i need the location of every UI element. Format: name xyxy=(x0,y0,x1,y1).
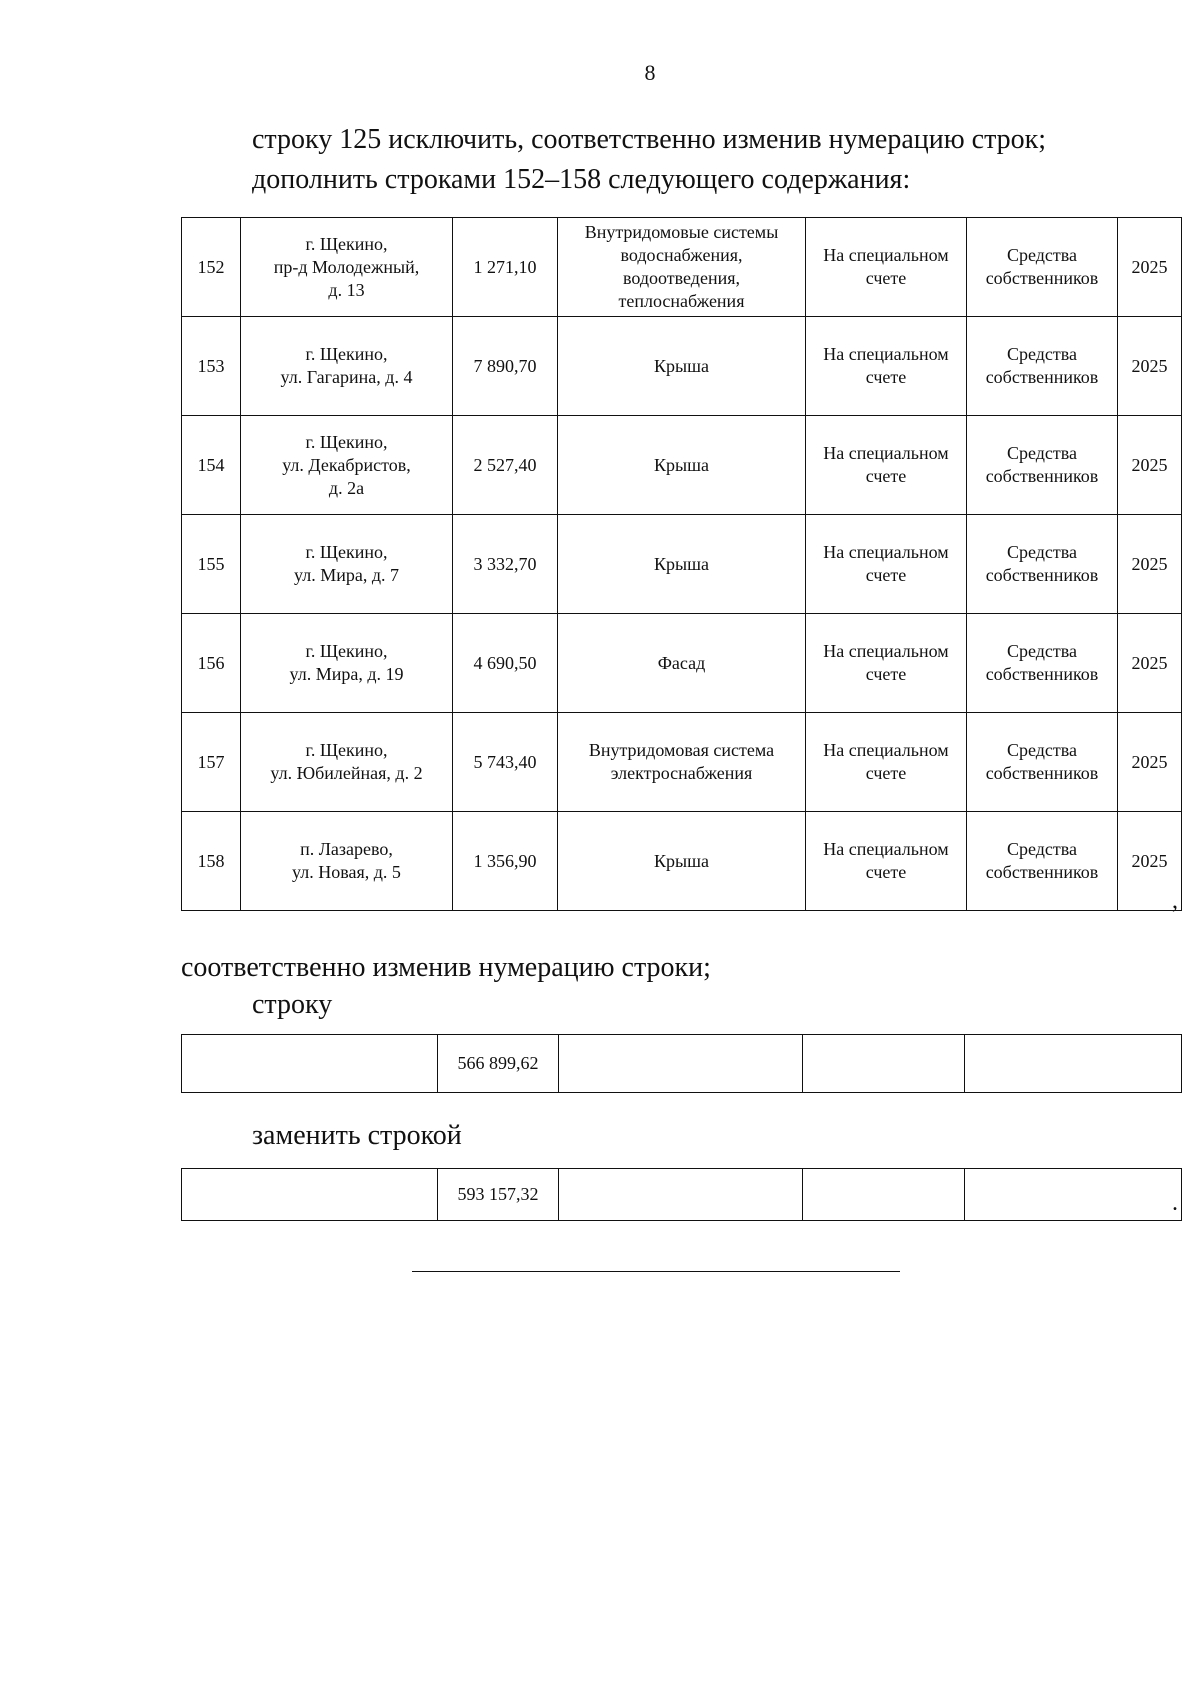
new-total-row xyxy=(182,1169,1182,1221)
account-cell xyxy=(806,416,967,515)
additions-table xyxy=(181,217,1182,911)
row-number-cell: 155 xyxy=(182,515,241,614)
work-type-cell xyxy=(558,515,806,614)
funding-cell xyxy=(967,812,1118,911)
year-cell: 2025 xyxy=(1118,713,1182,812)
old-total-row xyxy=(182,1035,1182,1093)
funding-line: собственников xyxy=(985,268,1099,288)
account-line: счете xyxy=(865,466,907,486)
year-cell: 2025 xyxy=(1118,812,1182,911)
stroku-text: строку xyxy=(252,989,333,1020)
funding-line: собственников xyxy=(985,367,1099,387)
work-type-cell xyxy=(558,812,806,911)
funding-line: Средства xyxy=(1006,839,1078,859)
funding-line: собственников xyxy=(985,862,1099,882)
funding-line: собственников xyxy=(985,565,1099,585)
address-cell xyxy=(241,515,453,614)
replace-text: заменить строкой xyxy=(252,1120,462,1151)
address-line: ул. Новая, д. 5 xyxy=(292,862,401,882)
old-total-value: 566 899,62 xyxy=(438,1035,559,1093)
account-cell xyxy=(806,614,967,713)
page-number: 8 xyxy=(644,60,656,85)
account-line: На специальном xyxy=(823,542,949,562)
old-total-empty-cell xyxy=(182,1035,438,1093)
old-total-empty-cell xyxy=(803,1035,965,1093)
address-cell xyxy=(241,713,453,812)
final-punctuation: . xyxy=(1172,1190,1178,1216)
additions-table-body xyxy=(182,218,1182,911)
year-cell: 2025 xyxy=(1118,317,1182,416)
funding-line: собственников xyxy=(985,466,1099,486)
address-line: г. Щекино, xyxy=(305,233,388,254)
work-type-line: Внутридомовая система xyxy=(588,740,775,760)
work-type-cell xyxy=(558,218,806,317)
area-cell: 1 356,90 xyxy=(453,812,558,911)
funding-line: Средства xyxy=(1006,542,1078,562)
funding-line: собственников xyxy=(985,763,1099,783)
address-line: ул. Мира, д. 19 xyxy=(289,664,404,684)
table-end-punctuation: , xyxy=(1172,888,1178,914)
funding-line: Средства xyxy=(1006,740,1078,760)
address-line: г. Щекино, xyxy=(305,344,388,364)
account-line: На специальном xyxy=(823,443,949,463)
funding-cell xyxy=(967,218,1118,317)
old-total-empty-cell xyxy=(559,1035,803,1093)
new-total-empty-cell xyxy=(559,1169,803,1221)
row-number-cell: 153 xyxy=(182,317,241,416)
funding-cell xyxy=(967,515,1118,614)
year-cell: 2025 xyxy=(1118,416,1182,515)
intro-line-1: строку 125 исключить, соответственно изменив нумерацию строк; xyxy=(252,124,1047,155)
year-cell: 2025 xyxy=(1118,614,1182,713)
account-cell xyxy=(806,317,967,416)
address-cell xyxy=(241,416,453,515)
table-row xyxy=(182,317,1182,416)
funding-line: Средства xyxy=(1006,245,1078,265)
row-number-cell: 158 xyxy=(182,812,241,911)
work-type-line: Крыша xyxy=(654,850,709,871)
funding-cell xyxy=(967,614,1118,713)
account-cell xyxy=(806,515,967,614)
address-line: ул. Юбилейная, д. 2 xyxy=(270,763,423,783)
intro-text xyxy=(252,120,1046,200)
address-line: д. 2а xyxy=(328,477,365,498)
year-cell: 2025 xyxy=(1118,218,1182,317)
account-line: На специальном xyxy=(823,245,949,265)
address-line: ул. Мира, д. 7 xyxy=(294,565,399,585)
area-cell: 1 271,10 xyxy=(453,218,558,317)
work-type-line: Внутридомовые системы xyxy=(584,222,779,242)
funding-cell xyxy=(967,713,1118,812)
address-cell xyxy=(241,812,453,911)
table-row xyxy=(182,218,1182,317)
work-type-line: водоотведения, xyxy=(623,268,740,288)
account-line: счете xyxy=(865,565,907,585)
address-line: пр-д Молодежный, xyxy=(273,256,420,277)
work-type-line: теплоснабжения xyxy=(618,291,745,311)
row-number-cell: 157 xyxy=(182,713,241,812)
account-line: счете xyxy=(865,367,907,387)
row-number-cell: 152 xyxy=(182,218,241,317)
address-line: д. 13 xyxy=(328,279,365,300)
account-line: счете xyxy=(865,763,907,783)
address-line: г. Щекино, xyxy=(305,740,388,760)
account-line: счете xyxy=(865,664,907,684)
address-line: г. Щекино, xyxy=(305,431,388,452)
year-cell: 2025 xyxy=(1118,515,1182,614)
area-cell: 2 527,40 xyxy=(453,416,558,515)
work-type-cell xyxy=(558,317,806,416)
address-cell xyxy=(241,218,453,317)
table-row xyxy=(182,812,1182,911)
account-cell xyxy=(806,713,967,812)
work-type-line: Крыша xyxy=(654,553,709,574)
new-total-empty-cell xyxy=(803,1169,965,1221)
address-cell xyxy=(241,317,453,416)
account-line: На специальном xyxy=(823,344,949,364)
address-line: г. Щекино, xyxy=(305,641,388,661)
funding-line: Средства xyxy=(1006,443,1078,463)
table-row xyxy=(182,713,1182,812)
address-cell xyxy=(241,614,453,713)
work-type-cell xyxy=(558,614,806,713)
row-number-cell: 156 xyxy=(182,614,241,713)
table-row xyxy=(182,515,1182,614)
account-line: счете xyxy=(865,862,907,882)
area-cell: 3 332,70 xyxy=(453,515,558,614)
area-cell: 7 890,70 xyxy=(453,317,558,416)
funding-line: собственников xyxy=(985,664,1099,684)
work-type-cell xyxy=(558,713,806,812)
area-cell: 4 690,50 xyxy=(453,614,558,713)
work-type-cell xyxy=(558,416,806,515)
funding-line: Средства xyxy=(1006,344,1078,364)
account-line: На специальном xyxy=(823,641,949,661)
account-line: На специальном xyxy=(823,740,949,760)
address-line: ул. Декабристов, xyxy=(282,454,411,475)
new-total-empty-cell xyxy=(965,1169,1182,1221)
work-type-line: Фасад xyxy=(657,652,706,673)
old-total-table xyxy=(181,1034,1182,1093)
old-total-empty-cell xyxy=(965,1035,1182,1093)
address-line: г. Щекино, xyxy=(305,542,388,562)
area-cell: 5 743,40 xyxy=(453,713,558,812)
new-total-empty-cell xyxy=(182,1169,438,1221)
work-type-line: электроснабжения xyxy=(610,763,753,783)
address-line: п. Лазарево, xyxy=(300,839,393,859)
new-total-value: 593 157,32 xyxy=(438,1169,559,1221)
work-type-line: Крыша xyxy=(654,355,709,376)
funding-cell xyxy=(967,416,1118,515)
funding-line: Средства xyxy=(1006,641,1078,661)
account-line: На специальном xyxy=(823,839,949,859)
funding-cell xyxy=(967,317,1118,416)
table-row xyxy=(182,416,1182,515)
table-row xyxy=(182,614,1182,713)
end-separator-line xyxy=(412,1271,900,1272)
account-cell xyxy=(806,218,967,317)
row-number-cell: 154 xyxy=(182,416,241,515)
work-type-line: Крыша xyxy=(654,454,709,475)
address-line: ул. Гагарина, д. 4 xyxy=(280,367,413,387)
work-type-line: водоснабжения, xyxy=(620,245,743,265)
intro-line-2: дополнить строками 152–158 следующего содержания: xyxy=(252,164,911,195)
account-line: счете xyxy=(865,268,907,288)
account-cell xyxy=(806,812,967,911)
renumber-text: соответственно изменив нумерацию строки; xyxy=(181,952,711,983)
new-total-table xyxy=(181,1168,1182,1221)
